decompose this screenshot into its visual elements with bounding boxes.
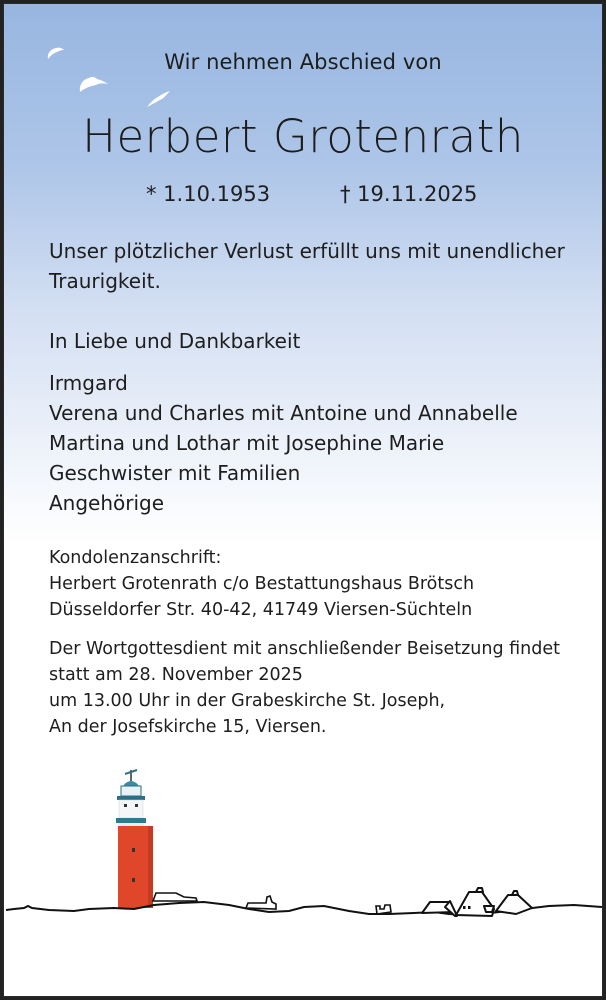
mourners-list [49, 368, 589, 518]
death-date: † 19.11.2025 [340, 182, 478, 206]
closing: In Liebe und Dankbarkeit [49, 329, 301, 353]
bird-icon [146, 90, 172, 108]
mourner: Verena und Charles mit Antoine und Annabelle [49, 401, 518, 425]
deceased-name: Herbert Grotenrath [82, 110, 524, 163]
mourner: Angehörige [49, 491, 165, 515]
condolence-address [49, 545, 589, 623]
service-line: Der Wortgottesdient mit anschließender Beisetzung findet [49, 639, 560, 659]
mourner: Irmgard [49, 371, 128, 395]
condolence-line: Düsseldorfer Str. 40-42, 41749 Viersen-Süchteln [49, 600, 473, 620]
message [49, 236, 589, 296]
houses-icon [422, 888, 532, 916]
landscape-illustration [4, 764, 602, 934]
birth-date: * 1.10.1953 [146, 182, 271, 206]
mourner: Martina und Lothar mit Josephine Marie [49, 431, 445, 455]
mourner: Geschwister mit Familien [49, 461, 301, 485]
service-line: um 13.00 Uhr in der Grabeskirche St. Joseph, [49, 691, 446, 711]
message-line: Traurigkeit. [49, 269, 161, 293]
condolence-label: Kondolenzanschrift: [49, 548, 222, 568]
service-info [49, 636, 589, 740]
service-line: statt am 28. November 2025 [49, 665, 303, 685]
obituary-card [3, 3, 603, 997]
message-line: Unser plötzlicher Verlust erfüllt uns mit unendlicher [49, 239, 565, 263]
headline: Wir nehmen Abschied von [164, 50, 442, 74]
service-line: An der Josefskirche 15, Viersen. [49, 717, 327, 737]
bird-icon [78, 74, 110, 94]
condolence-line: Herbert Grotenrath c/o Bestattungshaus Brötsch [49, 574, 475, 594]
lighthouse-icon [116, 770, 153, 908]
